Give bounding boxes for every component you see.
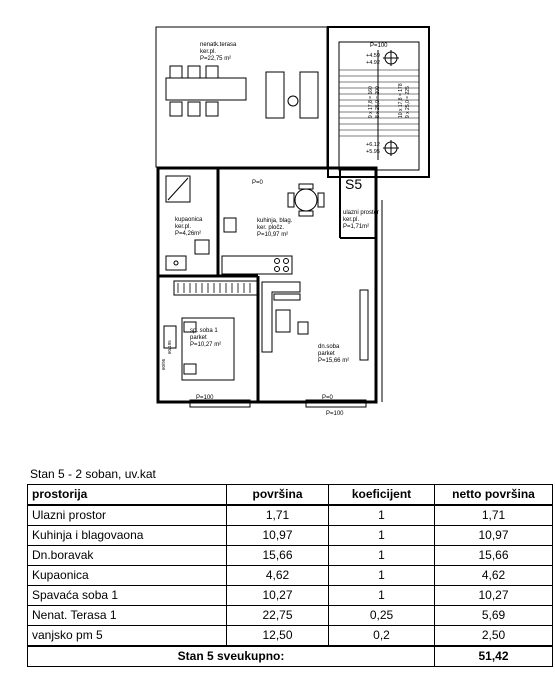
cell-area: 22,75 (227, 606, 329, 626)
apartment-caption: Stan 5 - 2 soban, uv.kat (30, 467, 156, 481)
room-area-bathroom: P=4,26m² (175, 231, 202, 237)
room-area-living: P=15,66 m² (318, 358, 350, 364)
cell-room: Dn.boravak (28, 546, 227, 566)
p-label-kitchen: P=0 (252, 180, 263, 186)
stair-level-1: +4.59 (366, 53, 380, 59)
room-area-terrace: P=22,75 m² (200, 56, 232, 62)
cell-room: Ulazni prostor (28, 505, 227, 526)
stair-dim-0: 9 x 17,8 = 160 (368, 86, 374, 118)
cell-net-area: 2,50 (435, 626, 553, 647)
area-table (27, 484, 553, 667)
cell-coefficient: 1 (329, 586, 435, 606)
apartment-walls (158, 168, 382, 407)
stair-dim-3: 9 x 25,0 = 225 (405, 86, 411, 118)
table-row (28, 546, 553, 566)
cell-room: Kupaonica (28, 566, 227, 586)
room-floor-terrace: ker.pl. (200, 49, 217, 55)
cell-net-area: 10,27 (435, 586, 553, 606)
cell-room: Kuhinja i blagovaona (28, 526, 227, 546)
header-coefficient: koeficijent (329, 485, 435, 506)
cell-coefficient: 1 (329, 505, 435, 526)
total-value: 51,42 (435, 646, 553, 667)
cell-net-area: 15,66 (435, 546, 553, 566)
cell-coefficient: 1 (329, 566, 435, 586)
room-floor-living: parket (318, 351, 335, 357)
living-sofa (262, 282, 368, 360)
room-area-entrance: P=1,71m² (343, 224, 370, 230)
table-row (28, 586, 553, 606)
dim-bedroom-1: 60/195 (167, 340, 172, 354)
total-label: Stan 5 sveukupno: (28, 646, 435, 667)
room-name-bedroom: sp. soba 1 (190, 328, 218, 334)
cell-net-area: 10,97 (435, 526, 553, 546)
cell-coefficient: 0,2 (329, 626, 435, 647)
stair-level-0: P=100 (370, 43, 388, 49)
table-row (28, 505, 553, 526)
cell-net-area: 4,62 (435, 566, 553, 586)
cell-area: 15,66 (227, 546, 329, 566)
table-row (28, 606, 553, 626)
room-floor-kitchen: ker. pločz. (257, 225, 285, 231)
cell-net-area: 1,71 (435, 505, 553, 526)
stair-level-3: +6.12 (366, 142, 380, 148)
table-row (28, 566, 553, 586)
cell-net-area: 5,69 (435, 606, 553, 626)
stair-label: S5 (345, 176, 363, 192)
cell-area: 1,71 (227, 505, 329, 526)
stair-dim-1: 8 x 25,0 = 200 (375, 86, 381, 118)
room-name-kitchen: kuhinja, blag. (257, 218, 293, 224)
stair-level-4: +5.95 (366, 149, 380, 155)
stair-dim-2: 10 x 17,8 = 178 (398, 83, 404, 118)
header-room: prostorija (28, 485, 227, 506)
cell-coefficient: 0,25 (329, 606, 435, 626)
cell-area: 10,97 (227, 526, 329, 546)
table-header-row (28, 485, 553, 506)
room-name-entrance: ulazni prostor (343, 210, 380, 216)
header-area: površina (227, 485, 329, 506)
p-label-living: P=0 (322, 395, 333, 401)
cell-room: vanjsko pm 5 (28, 626, 227, 647)
cell-area: 4,62 (227, 566, 329, 586)
room-floor-bathroom: ker.pl. (175, 224, 192, 230)
cell-coefficient: 1 (329, 526, 435, 546)
room-name-bathroom: kupaonica (175, 217, 203, 223)
cell-room: Spavaća soba 1 (28, 586, 227, 606)
dim-bedroom-0: 60/95 (161, 358, 166, 370)
cell-coefficient: 1 (329, 546, 435, 566)
room-name-terrace: nenatk.terasa (200, 42, 237, 48)
room-area-bedroom: P=10,27 m² (190, 342, 222, 348)
stair-level-2: +4.92 (366, 60, 380, 66)
room-area-kitchen: P=10,97 m² (257, 232, 289, 238)
bathroom-fixtures (166, 176, 209, 270)
table-row (28, 526, 553, 546)
room-floor-entrance: ker.pl. (343, 217, 360, 223)
p-label-bedroom-window: P=100 (196, 395, 214, 401)
table-row (28, 626, 553, 647)
cell-area: 10,27 (227, 586, 329, 606)
p-label-living-window: P=100 (326, 411, 344, 417)
terrace-furniture (166, 66, 318, 118)
room-name-living: dn.soba (318, 344, 340, 350)
cell-room: Nenat. Terasa 1 (28, 606, 227, 626)
cell-area: 12,50 (227, 626, 329, 647)
header-net-area: netto površina (435, 485, 553, 506)
room-floor-bedroom: parket (190, 335, 207, 341)
table-total-row (28, 646, 553, 667)
terrace-outline (156, 27, 327, 167)
